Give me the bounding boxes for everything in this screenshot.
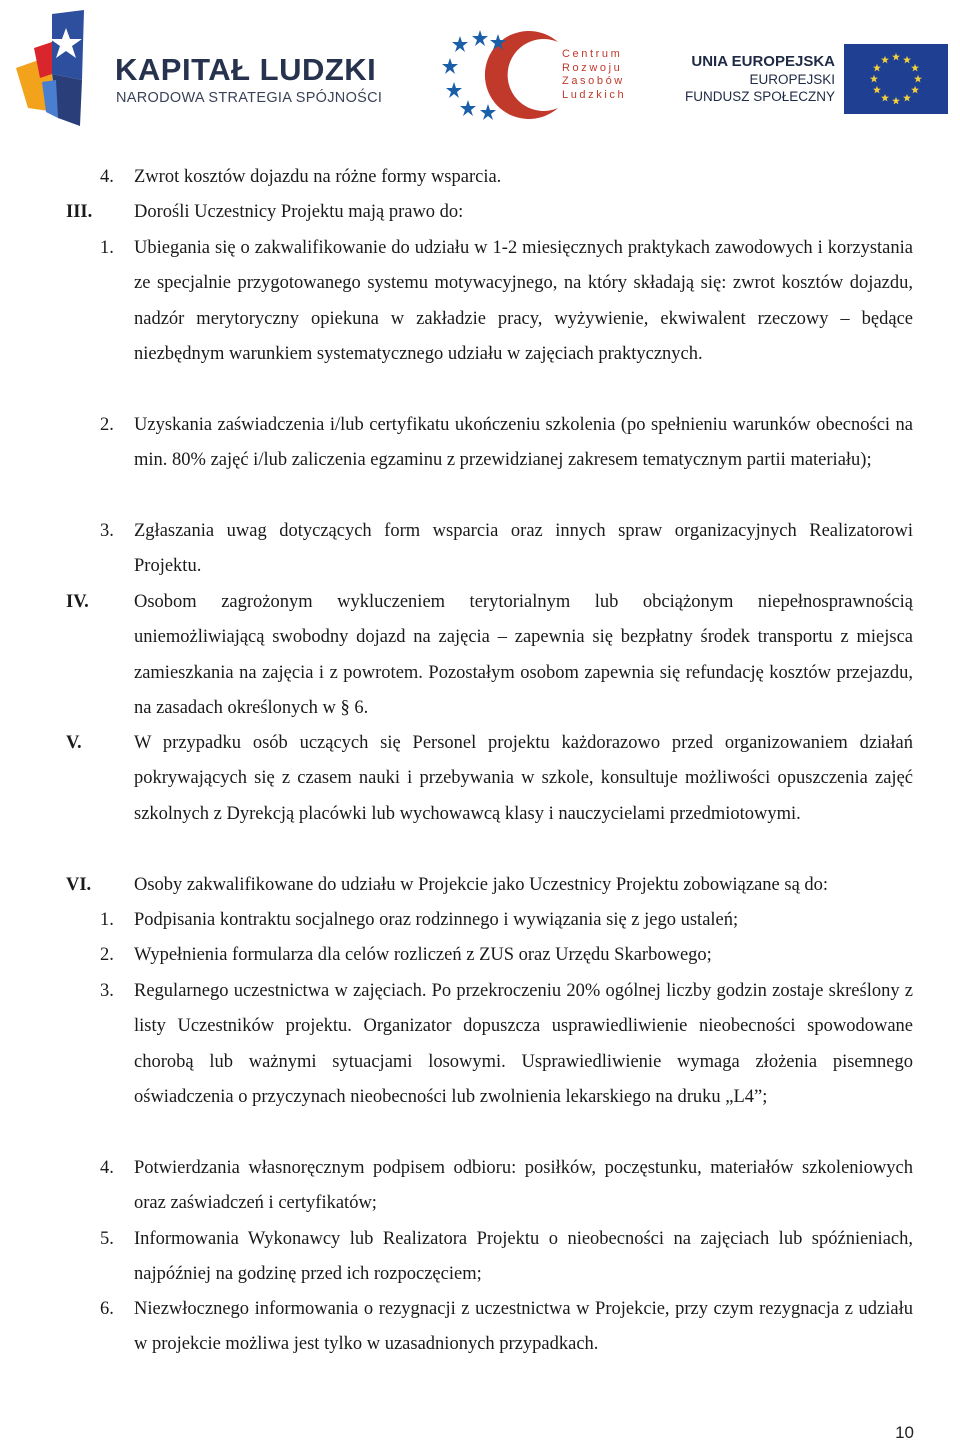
list-marker: 3. [100, 521, 114, 541]
eu-line-2: EUROPEJSKI [749, 72, 835, 87]
list-marker: 5. [100, 1229, 114, 1249]
list-item-text: Podpisania kontraktu socjalnego oraz rodzinnego i wywiązania się z jego ustaleń; [134, 910, 739, 930]
section-marker: V. [66, 733, 82, 753]
list-item-text: Zwrot kosztów dojazdu na różne formy wsparcia. [134, 167, 502, 187]
section-text: Osobom zagrożonym wykluczeniem terytorialnym lub obciążonym niepełnosprawnością uniemożliwiającą swobodny dojazd na zajęcia – zapewnia się bezpłatny środek transportu z miejsca zamieszkania na zajęcia i z powrotem. Pozostałym osobom zapewnia się refundację kosztów przejazdu, na zasadach określonych w § 6. [134, 592, 913, 718]
list-marker: 4. [100, 1158, 114, 1178]
list-item-text: Wypełnienia formularza dla celów rozliczeń z ZUS oraz Urzędu Skarbowego; [134, 945, 712, 965]
eu-line-1: UNIA EUROPEJSKA [691, 53, 835, 70]
kapital-ludzki-subtitle: NARODOWA STRATEGIA SPÓJNOŚCI [116, 90, 383, 106]
crzl-line-3: Zasobów [562, 75, 625, 87]
list-item-text: Uzyskania zaświadczenia i/lub certyfikatu ukończeniu szkolenia (po spełnieniu warunków obecności na min. 80% zajęć i/lub zaliczenia egzaminu z przewidzianej zakresem tematycznym partii materiału); [134, 415, 913, 471]
section-text: W przypadku osób uczących się Personel projektu każdorazowo przed organizowaniem działań pokrywających się z czasem nauki i przebywania w szkole, konsultuje możliwości opuszczenia zajęć szkolnych z Dyrekcją placówki lub wychowawcą klasy i nauczycielami przedmiotowymi. [134, 733, 913, 824]
list-marker: 1. [100, 910, 114, 930]
section-marker: IV. [66, 592, 89, 612]
list-item-text: Potwierdzania własnoręcznym podpisem odbioru: posiłków, poczęstunku, materiałów szkoleniowych oraz zaświadczeń i certyfikatów; [134, 1158, 913, 1214]
list-marker: 2. [100, 945, 114, 965]
list-item-text: Regularnego uczestnictwa w zajęciach. Po przekroczeniu 20% ogólnej liczby godzin zostaje skreślony z listy Uczestników projektu. Organizator dopuszcza usprawiedliwienie nieobecności spowodowane chorobą lub ważnymi sytuacjami losowymi. Usprawiedliwienie wymaga złożenia pisemnego oświadczenia o przyczynach nieobecności lub zwolnienia lekarskiego na druku „L4”; [134, 981, 913, 1107]
crzl-line-4: Ludzkich [562, 88, 627, 101]
list-marker: 4. [100, 167, 114, 187]
eu-text [685, 52, 835, 105]
eu-line-3: FUNDUSZ SPOŁECZNY [684, 89, 835, 104]
list-marker: 3. [100, 981, 114, 1001]
list-marker: 2. [100, 415, 114, 435]
page-header [0, 0, 960, 140]
section-marker: VI. [66, 875, 92, 895]
crzl-stars-crescent-icon [440, 28, 565, 120]
crzl-logo [440, 28, 640, 120]
page-number: 10 [895, 1423, 914, 1442]
section-marker: III. [66, 202, 93, 222]
eu-efs-logo [684, 42, 953, 117]
kapital-ludzki-logo [12, 8, 382, 128]
list-marker: 6. [100, 1299, 114, 1319]
list-item-text: Zgłaszania uwag dotyczących form wsparcia oraz innych spraw organizacyjnych Realizatorowi Projektu. [134, 521, 913, 577]
eu-flag-icon [844, 44, 948, 114]
list-item-text: Ubiegania się o zakwalifikowanie do udziału w 1-2 miesięcznych praktykach zawodowych i korzystania ze specjalnie przygotowanego systemu motywacyjnego, na który składają się: zwrot kosztów dojazdu, nadzór merytoryczny opiekuna w zakładzie pracy, wyżywienie, ekwiwalent rzeczowy – będące niezbędnym warunkiem systematycznego udziału w zajęciach praktycznych. [134, 238, 913, 364]
list-item-text: Informowania Wykonawcy lub Realizatora Projektu o nieobecności na zajęciach lub spóźnieniach, najpóźniej na godzinę przed ich rozpoczęciem; [134, 1229, 913, 1285]
crzl-line-1: Centrum [562, 48, 623, 60]
section-text: Dorośli Uczestnicy Projektu mają prawo do: [134, 202, 464, 222]
kapital-ludzki-emblem-icon [12, 8, 107, 128]
crzl-text [562, 48, 626, 102]
kapital-ludzki-title: KAPITAŁ LUDZKI [115, 52, 377, 87]
list-marker: 1. [100, 238, 114, 258]
section-text: Osoby zakwalifikowane do udziału w Projekcie jako Uczestnicy Projektu zobowiązane są do: [134, 875, 829, 895]
crzl-line-2: Rozwoju [562, 61, 623, 74]
list-item-text: Niezwłocznego informowania o rezygnacji z uczestnictwa w Projekcie, przy czym rezygnacja z udziału w projekcie możliwa jest tylko w uzasadnionych przypadkach. [134, 1299, 913, 1355]
